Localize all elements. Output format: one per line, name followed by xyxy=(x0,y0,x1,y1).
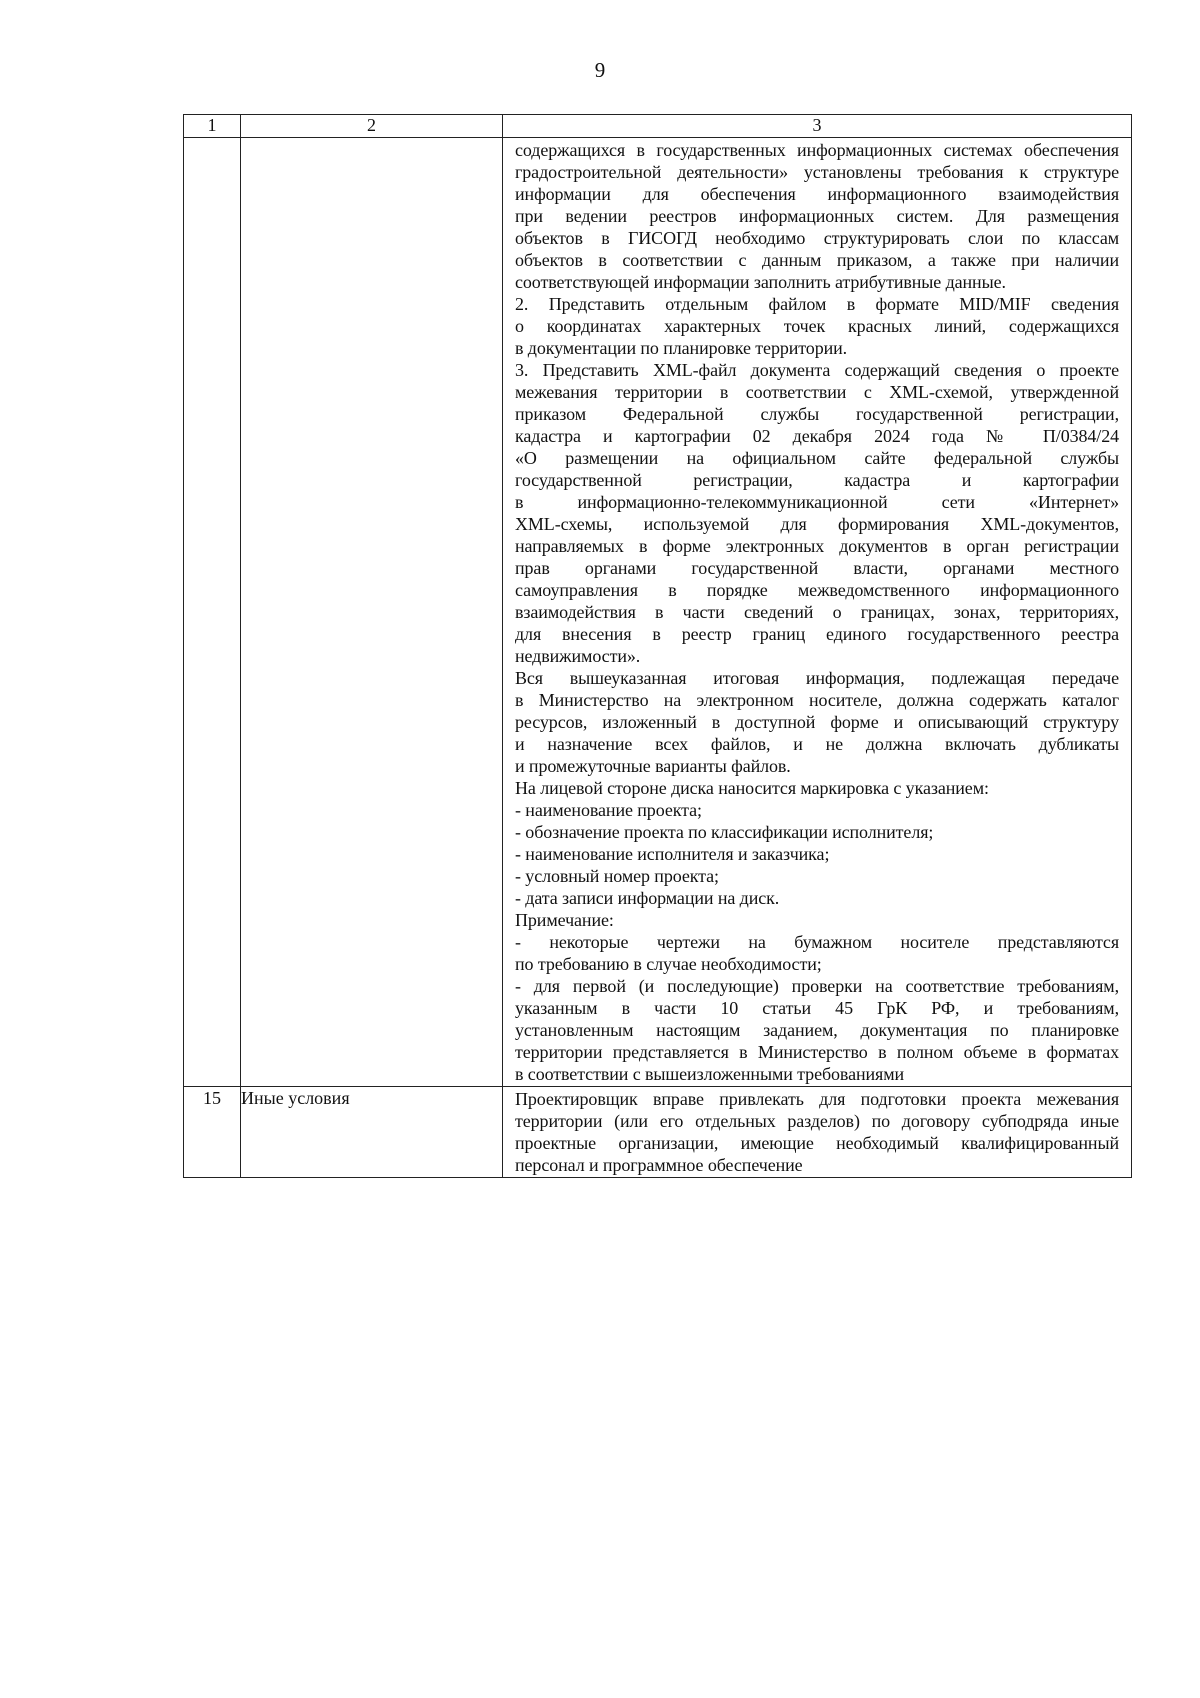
page-number: 9 xyxy=(594,58,606,82)
text-line: в соответствии с вышеизложенными требованиями xyxy=(515,1064,905,1084)
text-line: соответствующей информации заполнить атрибутивные данные. xyxy=(515,272,1006,292)
text-line: в Министерство на электронном носителе, должна содержать каталог xyxy=(515,690,1119,710)
text-line: - для первой (и последующие) проверки на соответствие требованиям, xyxy=(515,976,1119,996)
text-line: самоуправления в порядке межведомственного информационного xyxy=(515,580,1119,600)
text-line: - наименование исполнителя и заказчика; xyxy=(515,844,830,864)
text-line: Примечание: xyxy=(515,910,614,930)
row-content-cell xyxy=(503,1087,1132,1178)
header-col-3: 3 xyxy=(503,115,1132,138)
text-line: межевания территории в соответствии с XML-схемой, утвержденной xyxy=(515,382,1119,402)
text-line: и назначение всех файлов, и не должна включать дубликаты xyxy=(515,734,1119,754)
text-line: приказом Федеральной службы государственной регистрации, xyxy=(515,404,1119,424)
text-line: - некоторые чертежи на бумажном носителе представляются xyxy=(515,932,1119,952)
text-line: - наименование проекта; xyxy=(515,800,702,820)
text-line: Проектировщик вправе привлекать для подготовки проекта межевания xyxy=(515,1089,1119,1109)
table-header-row xyxy=(184,115,1132,138)
row-number: 15 xyxy=(184,1087,241,1178)
text-line: прав органами государственной власти, органами местного xyxy=(515,558,1119,578)
text-line: информации для обеспечения информационного взаимодействия xyxy=(515,184,1119,204)
text-line: проектные организации, имеющие необходимый квалифицированный xyxy=(515,1133,1119,1153)
text-line: - обозначение проекта по классификации исполнителя; xyxy=(515,822,934,842)
text-line: кадастра и картографии 02 декабря 2024 года № П/0384/24 xyxy=(515,426,1119,446)
row-label-cell xyxy=(241,138,503,1087)
text-line: На лицевой стороне диска наносится маркировка с указанием: xyxy=(515,778,989,798)
text-line: 2. Представить отдельным файлом в формате MID/MIF сведения xyxy=(515,294,1119,314)
text-line: для внесения в реестр границ единого государственного реестра xyxy=(515,624,1119,644)
row-15-text xyxy=(503,1087,1131,1177)
row-content-cell xyxy=(503,138,1132,1087)
text-line: - условный номер проекта; xyxy=(515,866,719,886)
text-line: государственной регистрации, кадастра и картографии xyxy=(515,470,1119,490)
text-line: содержащихся в государственных информационных системах обеспечения xyxy=(515,140,1119,160)
text-line: объектов в ГИСОГД необходимо структурировать слои по классам xyxy=(515,228,1119,248)
text-line: направляемых в форме электронных документов в орган регистрации xyxy=(515,536,1119,556)
row-label: Иные условия xyxy=(241,1087,503,1178)
text-line: ресурсов, изложенный в доступной форме и описывающий структуру xyxy=(515,712,1119,732)
text-line: персонал и программное обеспечение xyxy=(515,1155,803,1175)
text-line: объектов в соответствии с данным приказом, а также при наличии xyxy=(515,250,1119,270)
table-row-15 xyxy=(184,1087,1132,1178)
text-line: о координатах характерных точек красных линий, содержащихся xyxy=(515,316,1119,336)
row-number-cell xyxy=(184,138,241,1087)
text-line: и промежуточные варианты файлов. xyxy=(515,756,791,776)
text-line: территории представляется в Министерство в полном объеме в форматах xyxy=(515,1042,1119,1062)
header-col-1: 1 xyxy=(184,115,241,138)
continuation-text xyxy=(503,138,1131,1086)
table-row-continuation xyxy=(184,138,1132,1087)
text-line: взаимодействия в части сведений о границах, зонах, территориях, xyxy=(515,602,1119,622)
text-line: «О размещении на официальном сайте федеральной службы xyxy=(515,448,1119,468)
text-line: 3. Представить XML-файл документа содержащий сведения о проекте xyxy=(515,360,1119,380)
requirements-table xyxy=(183,114,1132,1178)
text-line: территории (или его отдельных разделов) по договору субподряда иные xyxy=(515,1111,1119,1131)
text-line: градостроительной деятельности» установлены требования к структуре xyxy=(515,162,1119,182)
header-col-2: 2 xyxy=(241,115,503,138)
text-line: при ведении реестров информационных систем. Для размещения xyxy=(515,206,1119,226)
text-line: в документации по планировке территории. xyxy=(515,338,848,358)
text-line: XML-схемы, используемой для формирования XML-документов, xyxy=(515,514,1119,534)
text-line: Вся вышеуказанная итоговая информация, подлежащая передаче xyxy=(515,668,1119,688)
text-line: указанным в части 10 статьи 45 ГрК РФ, и требованиям, xyxy=(515,998,1119,1018)
text-line: установленным настоящим заданием, документация по планировке xyxy=(515,1020,1119,1040)
text-line: недвижимости». xyxy=(515,646,641,666)
text-line: в информационно-телекоммуникационной сети «Интернет» xyxy=(515,492,1119,512)
text-line: - дата записи информации на диск. xyxy=(515,888,780,908)
text-line: по требованию в случае необходимости; xyxy=(515,954,822,974)
